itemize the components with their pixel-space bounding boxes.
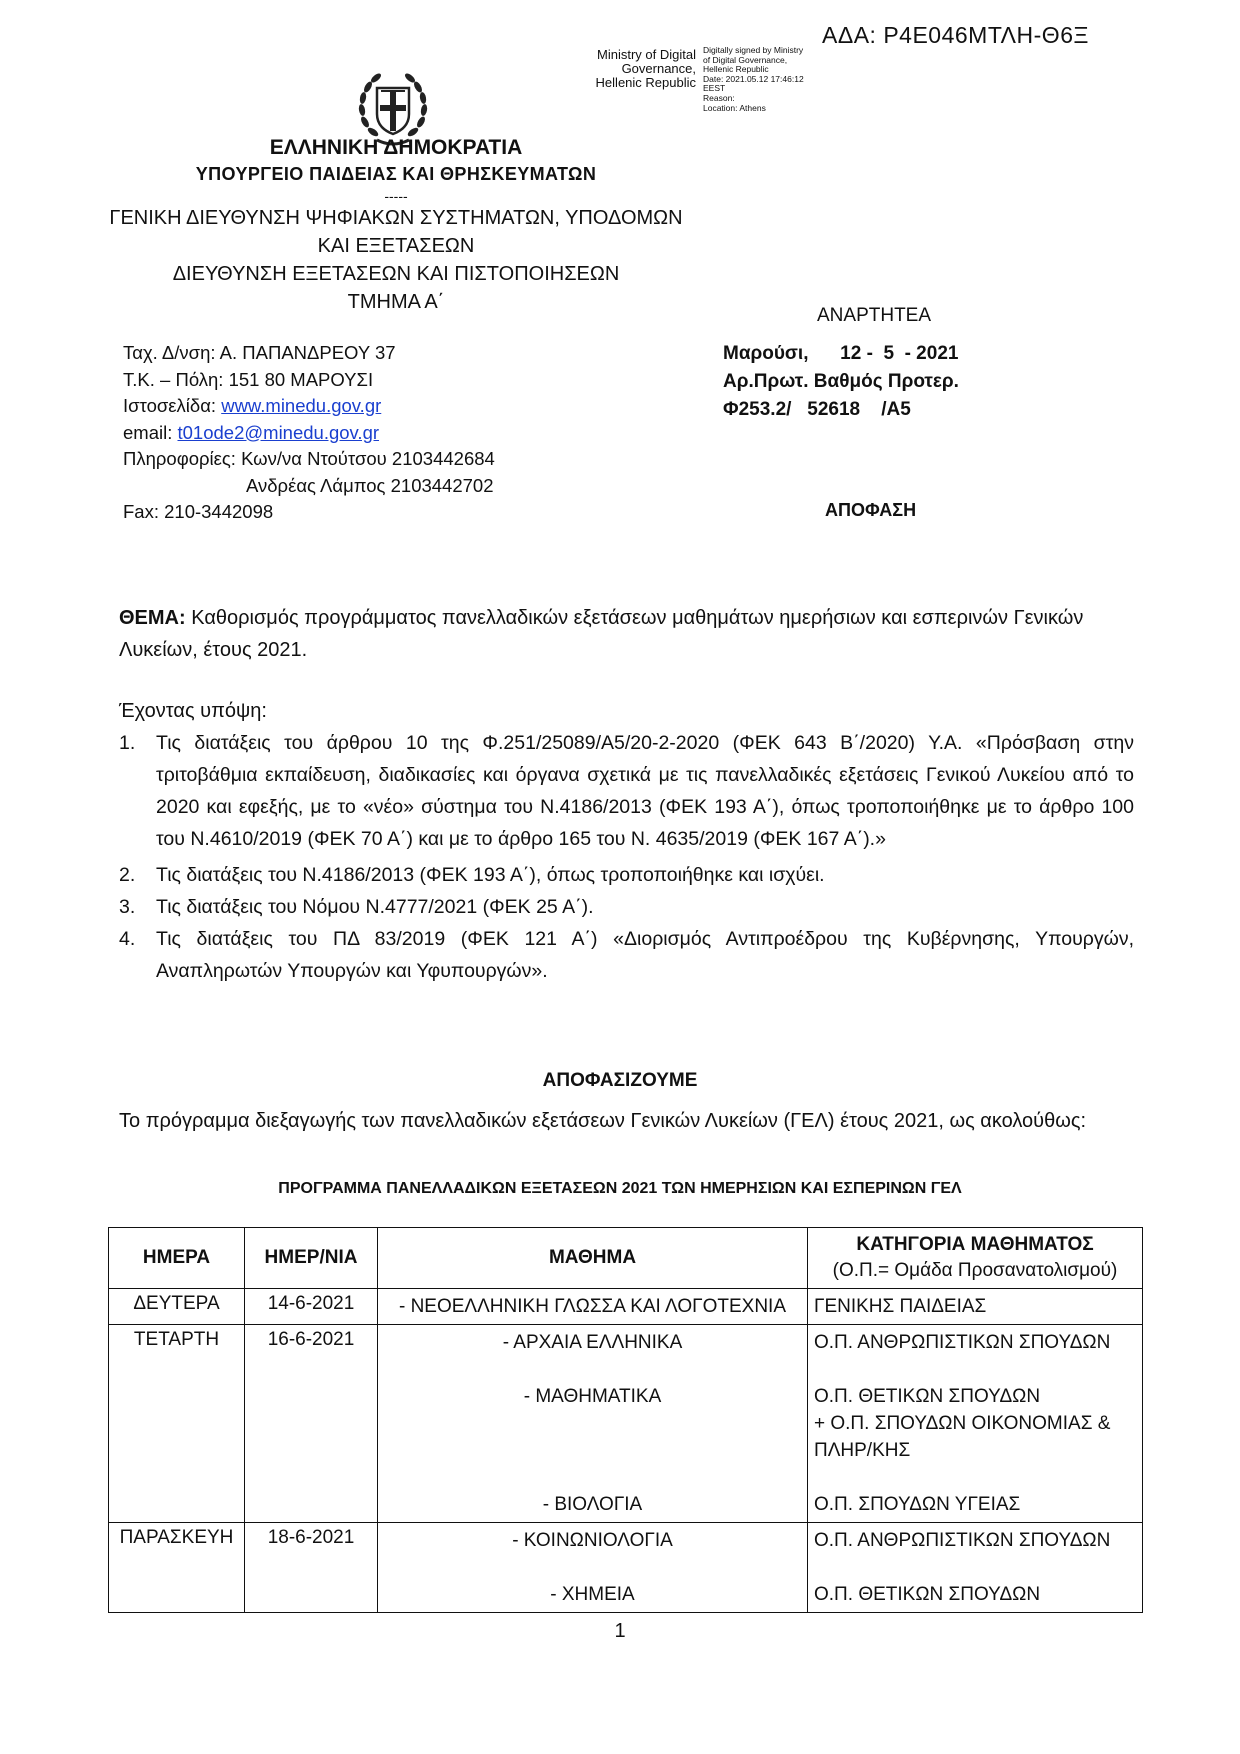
cell-day: ΤΕΤΑΡΤΗ	[109, 1325, 245, 1523]
exam-schedule-table	[108, 1227, 1143, 1613]
signature-detail-line: EEST	[703, 83, 726, 94]
cell-category	[808, 1523, 1143, 1613]
course-name: - ΝΕΟΕΛΛΗΝΙΚΗ ΓΛΩΣΣΑ ΚΑΙ ΛΟΓΟΤΕΧΝΙΑ	[398, 1296, 787, 1317]
protocol-number: Φ253.2/ 52618 /Α5	[723, 399, 911, 420]
table-row	[109, 1289, 1143, 1325]
header-category	[808, 1228, 1143, 1289]
category-name: + Ο.Π. ΣΠΟΥΔΩΝ ΟΙΚΟΝΟΜΙΑΣ &	[814, 1413, 1111, 1434]
page-number: 1	[614, 1620, 626, 1642]
directorate-title: ΔΙΕΥΘΥΝΣΗ ΕΞΕΤΑΣΕΩΝ ΚΑΙ ΠΙΣΤΟΠΟΙΗΣΕΩΝ	[172, 263, 620, 285]
list-item	[119, 727, 1134, 855]
category-name: ΠΛΗΡ/ΚΗΣ	[814, 1440, 911, 1461]
table-row	[109, 1523, 1143, 1613]
signer-line: Ministry of Digital	[597, 47, 696, 62]
header-day: ΗΜΕΡΑ	[109, 1228, 245, 1289]
header-date: ΗΜΕΡ/ΝΙΑ	[245, 1228, 378, 1289]
protocol-block	[723, 340, 959, 424]
contact-info-1: Πληροφορίες: Κων/να Ντούτσου 2103442684	[123, 448, 495, 469]
header-category-title: ΚΑΤΗΓΟΡΙΑ ΜΑΘΗΜΑΤΟΣ	[856, 1234, 1094, 1255]
signer-line: Hellenic Republic	[595, 75, 696, 90]
subject-label: ΘΕΜΑ:	[119, 607, 186, 629]
cell-course	[378, 1523, 808, 1613]
contact-fax: Fax: 210-3442098	[123, 501, 274, 522]
ministry-title: ΥΠΟΥΡΓΕΙΟ ΠΑΙΔΕΙΑΣ ΚΑΙ ΘΡΗΣΚΕΥΜΑΤΩΝ	[195, 164, 597, 184]
decide-heading: ΑΠΟΦΑΣΙΖΟΥΜΕ	[542, 1070, 698, 1091]
cell-category	[808, 1289, 1143, 1325]
signature-detail-line: Hellenic Republic	[703, 64, 769, 75]
posting-label: ΑΝΑΡΤΗΤΕΑ	[817, 305, 932, 326]
contact-website-row	[123, 393, 495, 420]
item-number: 1.	[119, 732, 136, 754]
protocol-label: Αρ.Πρωτ. Βαθμός Προτερ.	[723, 371, 959, 392]
header-category-note: (Ο.Π.= Ομάδα Προσανατολισμού)	[832, 1260, 1118, 1281]
course-name: - ΑΡΧΑΙΑ ΕΛΛΗΝΙΚΑ	[502, 1332, 683, 1353]
general-directorate-line: ΓΕΝΙΚΗ ΔΙΕΥΘΥΝΣΗ ΨΗΦΙΑΚΩΝ ΣΥΣΤΗΜΑΤΩΝ, ΥΠΟΔΟΜΩΝ	[109, 207, 683, 229]
department-title: ΤΜΗΜΑ Α΄	[347, 291, 445, 313]
table-row	[109, 1325, 1143, 1523]
course-name: - ΚΟΙΝΩΝΙΟΛΟΓΙΑ	[512, 1530, 673, 1551]
course-name: - ΧΗΜΕΙΑ	[550, 1584, 635, 1605]
header-course: ΜΑΘΗΜΑ	[378, 1228, 808, 1289]
website-label: Ιστοσελίδα:	[123, 395, 222, 416]
item-text: Τις διατάξεις του ΠΔ 83/2019 (ΦΕΚ 121 Α΄) «Διορισμός Αντιπροέδρου της Κυβέρνησης, Υπουργών, Αναπληρωτών Υπουργών και Υφυπουργών».	[156, 928, 1134, 982]
cell-day: ΔΕΥΤΕΡΑ	[109, 1289, 245, 1325]
item-text: Τις διατάξεις του άρθρου 10 της Φ.251/25089/Α5/20-2-2020 (ΦΕΚ 643 Β΄/2020) Υ.Α. «Πρόσβαση στην τριτοβάθμια εκπαίδευση, διαδικασίες και όργανα σχετικά με τις πανελλαδικές εξετάσεις Γενικού Λυκείου από το 2020 και εφεξής, με το «νέο» σύστημα του Ν.4186/2013 (ΦΕΚ 193 Α΄), όπως τροποποιήθηκε με το άρθρο 100 του Ν.4610/2019 (ΦΕΚ 70 Α΄) και με το άρθρο 165 του Ν. 4635/2019 (ΦΕΚ 167 Α΄).»	[156, 732, 1134, 850]
category-name: Ο.Π. ΑΝΘΡΩΠΙΣΤΙΚΩΝ ΣΠΟΥΔΩΝ	[814, 1530, 1111, 1551]
course-name: - ΜΑΘΗΜΑΤΙΚΑ	[523, 1386, 662, 1407]
item-number: 4.	[119, 928, 136, 950]
cell-date: 18-6-2021	[245, 1523, 378, 1613]
signature-detail-line: Reason:	[703, 92, 735, 103]
signature-detail-line: of Digital Governance,	[703, 54, 788, 65]
subject-text: Καθορισμός προγράμματος πανελλαδικών εξετάσεων μαθημάτων ημερήσιων και εσπερινών Γενικών Λυκείων, έτους 2021.	[119, 607, 1084, 661]
cell-date: 14-6-2021	[245, 1289, 378, 1325]
contact-postal: Τ.Κ. – Πόλη: 151 80 ΜΑΡΟΥΣΙ	[123, 368, 374, 390]
item-number: 2.	[119, 864, 136, 886]
item-text: Τις διατάξεις του Νόμου Ν.4777/2021 (ΦΕΚ 25 Α΄).	[156, 896, 594, 918]
signer-name	[568, 48, 696, 90]
intro-paragraph: Το πρόγραμμα διεξαγωγής των πανελλαδικών εξετάσεων Γενικών Λυκείων (ΓΕΛ) έτους 2021, ως ακολούθως:	[119, 1110, 1087, 1132]
course-name: - ΒΙΟΛΟΓΙΑ	[542, 1494, 643, 1515]
category-name: Ο.Π. ΘΕΤΙΚΩΝ ΣΠΟΥΔΩΝ	[814, 1386, 1041, 1407]
table-header-row	[109, 1228, 1143, 1289]
contact-block	[123, 340, 495, 526]
signer-line: Governance,	[621, 61, 696, 76]
considering-label: Έχοντας υπόψη:	[119, 700, 267, 722]
subject	[119, 602, 1129, 666]
contact-email-row	[123, 420, 495, 447]
cell-course	[378, 1289, 808, 1325]
decision-label: ΑΠΟΦΑΣΗ	[825, 500, 917, 520]
signature-detail-line: Location: Athens	[703, 102, 766, 113]
signature-detail-line: Date: 2021.05.12 17:46:12	[703, 73, 804, 84]
website-link[interactable]: www.minedu.gov.gr	[221, 395, 382, 416]
ada-code: ΑΔΑ: Ρ4Ε046ΜΤΛΗ-Θ6Ξ	[822, 22, 1089, 48]
cell-date: 16-6-2021	[245, 1325, 378, 1523]
cell-category	[808, 1325, 1143, 1523]
list-item	[119, 923, 1134, 987]
cell-course	[378, 1325, 808, 1523]
contact-info-2: Ανδρέας Λάμπος 2103442702	[246, 474, 494, 496]
table-title: ΠΡΟΓΡΑΜΜΑ ΠΑΝΕΛΛΑΔΙΚΩΝ ΕΞΕΤΑΣΕΩΝ 2021 ΤΩΝ ΗΜΕΡΗΣΙΩΝ ΚΑΙ ΕΣΠΕΡΙΝΩΝ ΓΕΛ	[278, 1180, 962, 1197]
email-label: email:	[123, 421, 178, 443]
signature-detail-line: Digitally signed by Ministry	[703, 45, 804, 55]
signature-details	[703, 46, 823, 113]
place-date: Μαρούσι, 12 - 5 - 2021	[723, 343, 959, 364]
heading-separator: -----	[384, 188, 408, 204]
item-number: 3.	[119, 896, 136, 918]
email-link[interactable]: t01ode2@minedu.gov.gr	[177, 421, 380, 443]
republic-title: ΕΛΛΗΝΙΚΗ ΔΗΜΟΚΡΑΤΙΑ	[269, 136, 523, 159]
category-name: Ο.Π. ΑΝΘΡΩΠΙΣΤΙΚΩΝ ΣΠΟΥΔΩΝ	[814, 1332, 1111, 1353]
category-name: Ο.Π. ΘΕΤΙΚΩΝ ΣΠΟΥΔΩΝ	[814, 1584, 1041, 1605]
category-name: ΓΕΝΙΚΗΣ ΠΑΙΔΕΙΑΣ	[814, 1296, 987, 1317]
item-text: Τις διατάξεις του Ν.4186/2013 (ΦΕΚ 193 Α΄), όπως τροποποιήθηκε και ισχύει.	[156, 864, 825, 886]
contact-address: Ταχ. Δ/νση: Α. ΠΑΠΑΝΔΡΕΟΥ 37	[123, 342, 396, 363]
category-name: Ο.Π. ΣΠΟΥΔΩΝ ΥΓΕΙΑΣ	[814, 1494, 1021, 1515]
general-directorate-line: ΚΑΙ ΕΞΕΤΑΣΕΩΝ	[317, 235, 475, 257]
cell-day: ΠΑΡΑΣΚΕΥΗ	[109, 1523, 245, 1613]
ministry-heading	[96, 134, 696, 316]
legal-basis-list	[119, 727, 1134, 987]
list-item	[119, 891, 1134, 923]
list-item	[119, 859, 1134, 891]
